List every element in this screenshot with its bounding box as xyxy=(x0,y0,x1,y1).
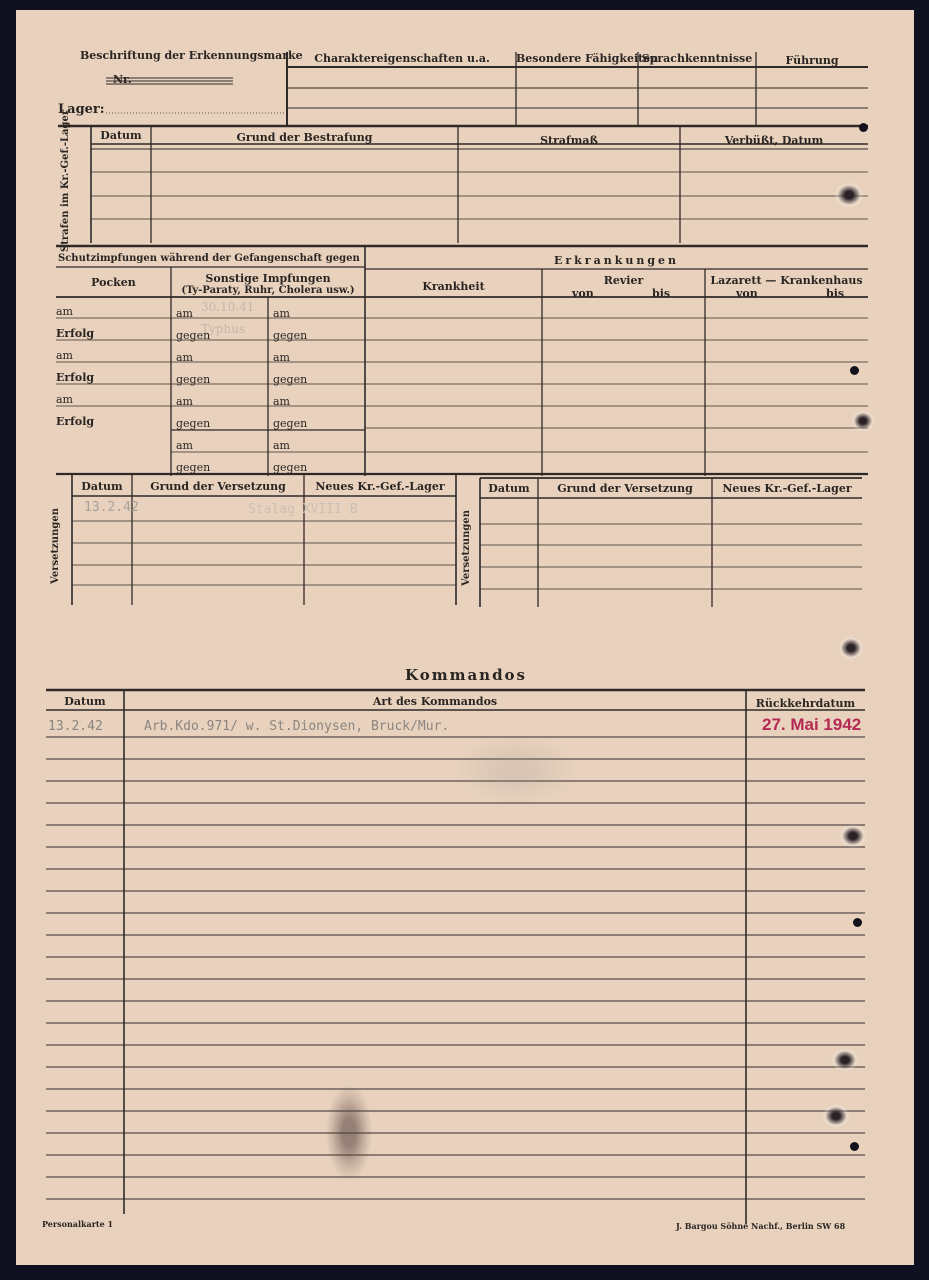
impfungen-title: Schutzimpfungen während der Gefangenschaft gegen xyxy=(58,253,360,264)
komm-entry-art: Arb.Kdo.971/ w. St.Dionysen, Bruck/Mur. xyxy=(144,719,450,734)
lazarett-von: von xyxy=(736,287,758,300)
impf-mid-row: gegen xyxy=(176,329,211,342)
col-sprachen: Sprachkenntnisse xyxy=(641,52,753,65)
faint-stamp-mark xyxy=(456,735,576,805)
ink-smudge xyxy=(326,1085,372,1180)
punch-hole xyxy=(859,123,868,132)
damage-mark xyxy=(838,636,864,660)
impf-right-row: gegen xyxy=(273,373,308,386)
pocken-row-am: am xyxy=(56,393,73,406)
col-sonstige-sub: (Ty-Paraty, Ruhr, Cholera usw.) xyxy=(181,285,355,296)
impf-right-row: gegen xyxy=(273,461,308,474)
impf-mid-row: am xyxy=(176,395,193,408)
impf-right-row: gegen xyxy=(273,329,308,342)
pocken-row-erfolg: Erfolg xyxy=(56,327,95,340)
beschriftung-label: Beschriftung der Erkennungsmarke xyxy=(80,49,303,62)
impf-mid-row: gegen xyxy=(176,373,211,386)
impfung-faint-date: 30.10.41 xyxy=(201,300,255,314)
rueckkehr-stamp-date: Mai 1942 xyxy=(790,715,862,734)
strafen-col-datum: Datum xyxy=(100,129,142,142)
col-fuehrung: Führung xyxy=(785,54,839,67)
impf-right-row: am xyxy=(273,307,290,320)
pocken-row-am: am xyxy=(56,349,73,362)
damage-mark xyxy=(834,182,864,208)
erkrankungen-title: Erkrankungen xyxy=(553,254,680,267)
rueckkehr-stamp xyxy=(762,715,861,735)
revier-von: von xyxy=(572,287,594,300)
lager-label: Lager: xyxy=(58,102,105,117)
impf-mid-row: am xyxy=(176,307,193,320)
strafen-col-verbuesst: Verbüßt, Datum xyxy=(724,134,824,147)
vers-entry-lager: Stalag XVIII B xyxy=(248,502,358,517)
impf-mid-row: gegen xyxy=(176,461,211,474)
damage-mark xyxy=(831,1048,859,1072)
strafen-side-label: Strafen im Kr.-Gef.-Lager xyxy=(60,109,71,252)
komm-col-art: Art des Kommandos xyxy=(372,695,498,708)
impf-right-row: am xyxy=(273,439,290,452)
impf-right-row: am xyxy=(273,395,290,408)
impf-right-row: am xyxy=(273,351,290,364)
col-sonstige: Sonstige Impfungen xyxy=(205,272,331,285)
komm-col-datum: Datum xyxy=(64,695,106,708)
lazarett-bis: bis xyxy=(826,287,845,300)
pocken-row-erfolg: Erfolg xyxy=(56,371,95,384)
strafen-col-strafmass: Strafmaß xyxy=(540,134,598,147)
versetzungen-side-label-left: Versetzungen xyxy=(50,508,61,584)
personalkarte-sheet xyxy=(16,10,914,1265)
vers-right-col-datum: Datum xyxy=(488,482,530,495)
impf-mid-row: gegen xyxy=(176,417,211,430)
vers-left-col-datum: Datum xyxy=(81,480,123,493)
form-grid xyxy=(16,10,914,1265)
komm-entry-datum: 13.2.42 xyxy=(48,719,103,734)
impf-mid-row: am xyxy=(176,351,193,364)
strafen-col-grund: Grund der Bestrafung xyxy=(236,131,373,144)
rueckkehr-stamp-day: 27. xyxy=(762,715,786,734)
komm-col-rueckkehr: Rückkehrdatum xyxy=(755,697,856,710)
punch-hole xyxy=(850,1142,859,1151)
footer-left: Personalkarte 1 xyxy=(42,1219,114,1229)
damage-mark xyxy=(851,410,875,432)
impfung-faint-type: Typhus xyxy=(201,322,246,336)
col-lazarett: Lazarett — Krankenhaus xyxy=(710,274,863,287)
vers-left-col-lager: Neues Kr.-Gef.-Lager xyxy=(315,480,445,493)
nr-label: Nr. xyxy=(113,73,132,86)
revier-bis: bis xyxy=(652,287,671,300)
vers-right-col-lager: Neues Kr.-Gef.-Lager xyxy=(722,482,852,495)
vers-left-col-grund: Grund der Versetzung xyxy=(150,480,286,493)
col-revier: Revier xyxy=(603,274,644,287)
vers-right-col-grund: Grund der Versetzung xyxy=(557,482,693,495)
col-pocken: Pocken xyxy=(91,276,136,289)
col-charakter: Charaktereigenschaften u.a. xyxy=(314,52,490,65)
punch-hole xyxy=(853,918,862,927)
col-krankheit: Krankheit xyxy=(422,280,485,293)
pocken-row-am: am xyxy=(56,305,73,318)
damage-mark xyxy=(822,1104,850,1128)
damage-mark xyxy=(839,824,867,848)
versetzungen-side-label-right: Versetzungen xyxy=(461,510,472,586)
punch-hole xyxy=(850,366,859,375)
vers-entry-datum: 13.2.42 xyxy=(84,500,139,515)
impf-right-row: gegen xyxy=(273,417,308,430)
impf-mid-row: am xyxy=(176,439,193,452)
col-faehigkeiten: Besondere Fähigkeiten xyxy=(516,52,659,65)
kommandos-title: Kommandos xyxy=(404,666,528,684)
footer-right: J. Bargou Söhne Nachf., Berlin SW 68 xyxy=(676,1221,846,1231)
pocken-row-erfolg: Erfolg xyxy=(56,415,95,428)
